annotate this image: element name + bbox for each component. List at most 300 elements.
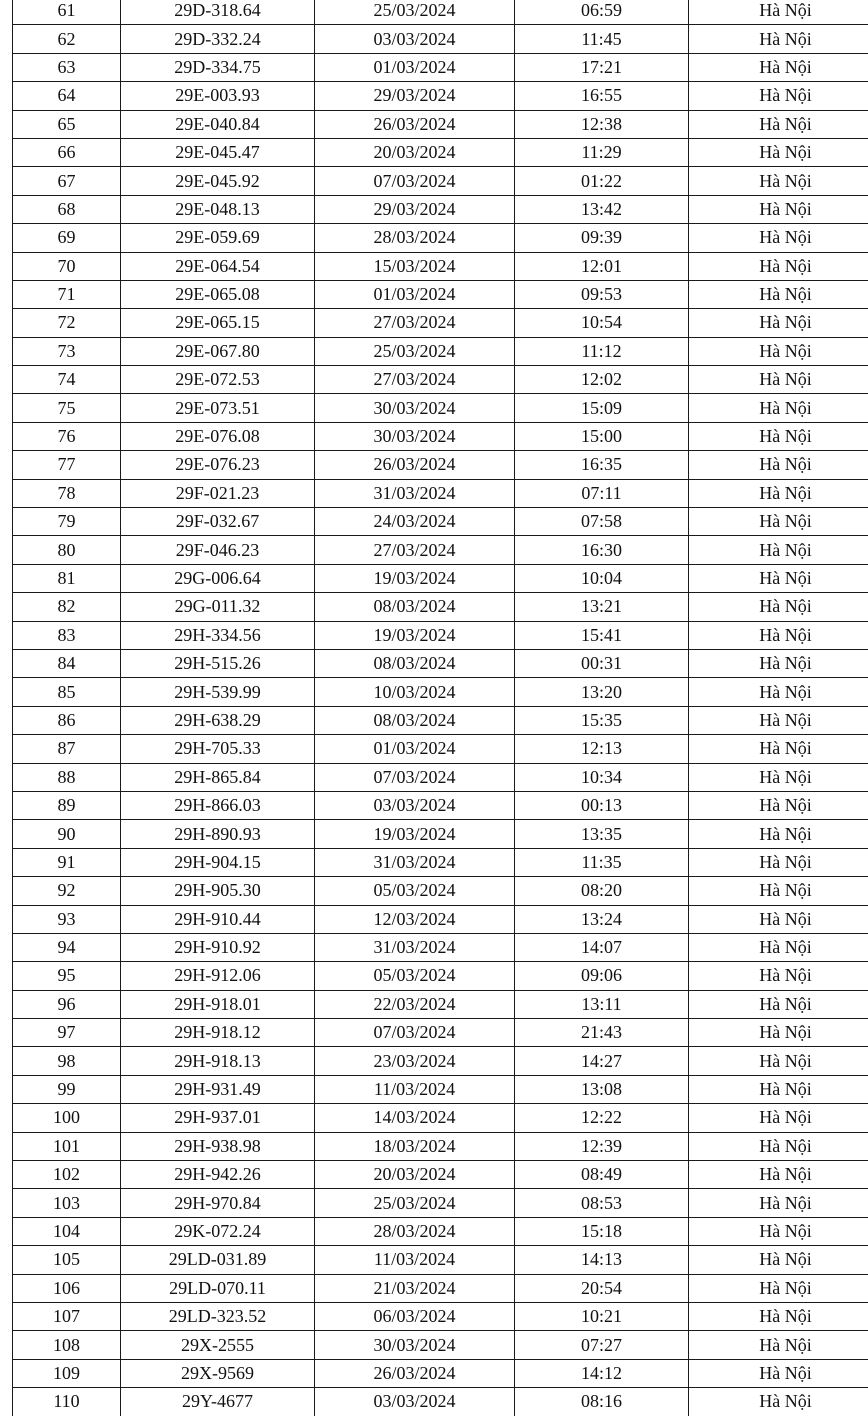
row-number-cell: 77: [13, 451, 121, 479]
table-row: [13, 1104, 868, 1132]
row-number-cell: 109: [13, 1359, 121, 1387]
row-number-cell: 72: [13, 309, 121, 337]
location-cell: Hà Nội: [689, 820, 868, 848]
table-row: [13, 451, 868, 479]
violation-date-cell: 07/03/2024: [315, 1019, 515, 1047]
table-row: [13, 479, 868, 507]
location-cell: Hà Nội: [689, 337, 868, 365]
license-plate-cell: 29H-539.99: [121, 678, 315, 706]
table-row: [13, 508, 868, 536]
location-cell: Hà Nội: [689, 1161, 868, 1189]
row-number-cell: 64: [13, 82, 121, 110]
row-number-cell: 102: [13, 1161, 121, 1189]
row-number-cell: 103: [13, 1189, 121, 1217]
violation-date-cell: 18/03/2024: [315, 1132, 515, 1160]
location-cell: Hà Nội: [689, 735, 868, 763]
violation-time-cell: 09:06: [515, 962, 689, 990]
violation-date-cell: 20/03/2024: [315, 1161, 515, 1189]
violation-date-cell: 08/03/2024: [315, 593, 515, 621]
location-cell: Hà Nội: [689, 621, 868, 649]
row-number-cell: 97: [13, 1019, 121, 1047]
location-cell: Hà Nội: [689, 280, 868, 308]
violation-time-cell: 13:11: [515, 990, 689, 1018]
violation-time-cell: 08:20: [515, 877, 689, 905]
violation-date-cell: 25/03/2024: [315, 0, 515, 25]
row-number-cell: 71: [13, 280, 121, 308]
license-plate-cell: 29H-904.15: [121, 848, 315, 876]
violation-time-cell: 09:39: [515, 224, 689, 252]
violation-time-cell: 11:45: [515, 25, 689, 53]
table-row: [13, 422, 868, 450]
violation-date-cell: 22/03/2024: [315, 990, 515, 1018]
table-row: [13, 678, 868, 706]
license-plate-cell: 29E-076.08: [121, 422, 315, 450]
location-cell: Hà Nội: [689, 990, 868, 1018]
violation-time-cell: 21:43: [515, 1019, 689, 1047]
table-row: [13, 195, 868, 223]
row-number-cell: 104: [13, 1217, 121, 1245]
violation-date-cell: 03/03/2024: [315, 791, 515, 819]
violation-time-cell: 11:35: [515, 848, 689, 876]
violation-date-cell: 24/03/2024: [315, 508, 515, 536]
violation-date-cell: 27/03/2024: [315, 536, 515, 564]
violation-time-cell: 13:35: [515, 820, 689, 848]
location-cell: Hà Nội: [689, 649, 868, 677]
violation-date-cell: 03/03/2024: [315, 25, 515, 53]
location-cell: Hà Nội: [689, 195, 868, 223]
license-plate-cell: 29E-045.47: [121, 138, 315, 166]
location-cell: Hà Nội: [689, 564, 868, 592]
license-plate-cell: 29E-059.69: [121, 224, 315, 252]
row-number-cell: 67: [13, 167, 121, 195]
license-plate-cell: 29H-705.33: [121, 735, 315, 763]
violation-date-cell: 26/03/2024: [315, 1359, 515, 1387]
violation-time-cell: 13:08: [515, 1075, 689, 1103]
location-cell: Hà Nội: [689, 1132, 868, 1160]
table-row: [13, 877, 868, 905]
row-number-cell: 75: [13, 394, 121, 422]
license-plate-cell: 29H-912.06: [121, 962, 315, 990]
violation-date-cell: 27/03/2024: [315, 309, 515, 337]
row-number-cell: 98: [13, 1047, 121, 1075]
location-cell: Hà Nội: [689, 536, 868, 564]
row-number-cell: 90: [13, 820, 121, 848]
location-cell: Hà Nội: [689, 877, 868, 905]
location-cell: Hà Nội: [689, 962, 868, 990]
table-row: [13, 820, 868, 848]
violation-date-cell: 14/03/2024: [315, 1104, 515, 1132]
license-plate-cell: 29D-318.64: [121, 0, 315, 25]
row-number-cell: 84: [13, 649, 121, 677]
violation-date-cell: 07/03/2024: [315, 167, 515, 195]
violation-time-cell: 12:39: [515, 1132, 689, 1160]
table-row: [13, 933, 868, 961]
violation-date-cell: 26/03/2024: [315, 110, 515, 138]
row-number-cell: 79: [13, 508, 121, 536]
location-cell: Hà Nội: [689, 422, 868, 450]
violation-time-cell: 00:31: [515, 649, 689, 677]
violation-time-cell: 10:21: [515, 1302, 689, 1330]
location-cell: Hà Nội: [689, 479, 868, 507]
violation-date-cell: 30/03/2024: [315, 394, 515, 422]
table-row: [13, 1359, 868, 1387]
license-plate-cell: 29H-910.44: [121, 905, 315, 933]
location-cell: Hà Nội: [689, 224, 868, 252]
row-number-cell: 65: [13, 110, 121, 138]
location-cell: Hà Nội: [689, 252, 868, 280]
license-plate-cell: 29K-072.24: [121, 1217, 315, 1245]
violation-date-cell: 26/03/2024: [315, 451, 515, 479]
violation-date-cell: 31/03/2024: [315, 933, 515, 961]
violation-time-cell: 08:16: [515, 1388, 689, 1416]
location-cell: Hà Nội: [689, 366, 868, 394]
violation-time-cell: 08:49: [515, 1161, 689, 1189]
license-plate-cell: 29H-905.30: [121, 877, 315, 905]
row-number-cell: 87: [13, 735, 121, 763]
location-cell: Hà Nội: [689, 848, 868, 876]
row-number-cell: 93: [13, 905, 121, 933]
table-row: [13, 366, 868, 394]
table-row: [13, 309, 868, 337]
location-cell: Hà Nội: [689, 1302, 868, 1330]
violation-time-cell: 20:54: [515, 1274, 689, 1302]
row-number-cell: 83: [13, 621, 121, 649]
violation-date-cell: 19/03/2024: [315, 564, 515, 592]
table-row: [13, 0, 868, 25]
violation-time-cell: 13:21: [515, 593, 689, 621]
violation-date-cell: 25/03/2024: [315, 337, 515, 365]
location-cell: Hà Nội: [689, 905, 868, 933]
table-row: [13, 1075, 868, 1103]
violation-time-cell: 15:35: [515, 706, 689, 734]
license-plate-cell: 29H-970.84: [121, 1189, 315, 1217]
license-plate-cell: 29E-003.93: [121, 82, 315, 110]
table-row: [13, 1161, 868, 1189]
row-number-cell: 70: [13, 252, 121, 280]
violation-time-cell: 17:21: [515, 53, 689, 81]
license-plate-cell: 29X-9569: [121, 1359, 315, 1387]
violation-date-cell: 21/03/2024: [315, 1274, 515, 1302]
license-plate-cell: 29H-866.03: [121, 791, 315, 819]
table-row: [13, 593, 868, 621]
violation-time-cell: 16:30: [515, 536, 689, 564]
table-row: [13, 394, 868, 422]
table-row: [13, 1302, 868, 1330]
violation-time-cell: 11:12: [515, 337, 689, 365]
violation-date-cell: 08/03/2024: [315, 706, 515, 734]
location-cell: Hà Nội: [689, 593, 868, 621]
table-row: [13, 1388, 868, 1416]
row-number-cell: 99: [13, 1075, 121, 1103]
violation-time-cell: 15:18: [515, 1217, 689, 1245]
violation-time-cell: 15:41: [515, 621, 689, 649]
violation-time-cell: 07:11: [515, 479, 689, 507]
table-row: [13, 962, 868, 990]
violation-date-cell: 11/03/2024: [315, 1246, 515, 1274]
violation-table: [12, 0, 868, 1416]
table-row: [13, 848, 868, 876]
location-cell: Hà Nội: [689, 1189, 868, 1217]
location-cell: Hà Nội: [689, 1075, 868, 1103]
location-cell: Hà Nội: [689, 309, 868, 337]
row-number-cell: 96: [13, 990, 121, 1018]
row-number-cell: 69: [13, 224, 121, 252]
row-number-cell: 100: [13, 1104, 121, 1132]
row-number-cell: 62: [13, 25, 121, 53]
violation-time-cell: 08:53: [515, 1189, 689, 1217]
violation-date-cell: 08/03/2024: [315, 649, 515, 677]
location-cell: Hà Nội: [689, 394, 868, 422]
license-plate-cell: 29H-334.56: [121, 621, 315, 649]
row-number-cell: 88: [13, 763, 121, 791]
violation-time-cell: 14:27: [515, 1047, 689, 1075]
violation-date-cell: 20/03/2024: [315, 138, 515, 166]
violation-date-cell: 01/03/2024: [315, 280, 515, 308]
license-plate-cell: 29G-011.32: [121, 593, 315, 621]
violation-date-cell: 30/03/2024: [315, 1331, 515, 1359]
license-plate-cell: 29F-046.23: [121, 536, 315, 564]
row-number-cell: 68: [13, 195, 121, 223]
violation-time-cell: 07:27: [515, 1331, 689, 1359]
location-cell: Hà Nội: [689, 53, 868, 81]
location-cell: Hà Nội: [689, 110, 868, 138]
violation-date-cell: 23/03/2024: [315, 1047, 515, 1075]
violation-date-cell: 11/03/2024: [315, 1075, 515, 1103]
table-row: [13, 990, 868, 1018]
violation-date-cell: 28/03/2024: [315, 1217, 515, 1245]
license-plate-cell: 29Y-4677: [121, 1388, 315, 1416]
location-cell: Hà Nội: [689, 763, 868, 791]
violation-time-cell: 14:07: [515, 933, 689, 961]
row-number-cell: 94: [13, 933, 121, 961]
license-plate-cell: 29F-032.67: [121, 508, 315, 536]
table-row: [13, 252, 868, 280]
table-row: [13, 1274, 868, 1302]
violation-time-cell: 12:38: [515, 110, 689, 138]
row-number-cell: 101: [13, 1132, 121, 1160]
table-row: [13, 735, 868, 763]
location-cell: Hà Nội: [689, 1388, 868, 1416]
row-number-cell: 76: [13, 422, 121, 450]
table-row: [13, 905, 868, 933]
license-plate-cell: 29H-918.12: [121, 1019, 315, 1047]
violation-date-cell: 10/03/2024: [315, 678, 515, 706]
violation-date-cell: 19/03/2024: [315, 621, 515, 649]
location-cell: Hà Nội: [689, 82, 868, 110]
violation-time-cell: 10:04: [515, 564, 689, 592]
location-cell: Hà Nội: [689, 1274, 868, 1302]
table-row: [13, 53, 868, 81]
license-plate-cell: 29E-072.53: [121, 366, 315, 394]
license-plate-cell: 29E-073.51: [121, 394, 315, 422]
violation-time-cell: 01:22: [515, 167, 689, 195]
row-number-cell: 95: [13, 962, 121, 990]
violation-date-cell: 31/03/2024: [315, 479, 515, 507]
license-plate-cell: 29E-040.84: [121, 110, 315, 138]
violation-time-cell: 16:55: [515, 82, 689, 110]
location-cell: Hà Nội: [689, 1359, 868, 1387]
violation-time-cell: 16:35: [515, 451, 689, 479]
row-number-cell: 66: [13, 138, 121, 166]
violation-date-cell: 01/03/2024: [315, 53, 515, 81]
violation-date-cell: 25/03/2024: [315, 1189, 515, 1217]
location-cell: Hà Nội: [689, 25, 868, 53]
violation-time-cell: 09:53: [515, 280, 689, 308]
table-row: [13, 621, 868, 649]
license-plate-cell: 29F-021.23: [121, 479, 315, 507]
license-plate-cell: 29H-931.49: [121, 1075, 315, 1103]
license-plate-cell: 29H-865.84: [121, 763, 315, 791]
location-cell: Hà Nội: [689, 451, 868, 479]
violation-time-cell: 15:09: [515, 394, 689, 422]
row-number-cell: 108: [13, 1331, 121, 1359]
violation-date-cell: 28/03/2024: [315, 224, 515, 252]
row-number-cell: 81: [13, 564, 121, 592]
violation-table-body: [13, 0, 868, 1416]
location-cell: Hà Nội: [689, 1104, 868, 1132]
location-cell: Hà Nội: [689, 167, 868, 195]
row-number-cell: 82: [13, 593, 121, 621]
license-plate-cell: 29G-006.64: [121, 564, 315, 592]
license-plate-cell: 29E-045.92: [121, 167, 315, 195]
license-plate-cell: 29D-332.24: [121, 25, 315, 53]
license-plate-cell: 29E-065.08: [121, 280, 315, 308]
violation-date-cell: 12/03/2024: [315, 905, 515, 933]
table-row: [13, 167, 868, 195]
table-row: [13, 1246, 868, 1274]
violation-date-cell: 15/03/2024: [315, 252, 515, 280]
location-cell: Hà Nội: [689, 1217, 868, 1245]
violation-time-cell: 13:24: [515, 905, 689, 933]
violation-time-cell: 14:13: [515, 1246, 689, 1274]
table-row: [13, 1132, 868, 1160]
row-number-cell: 78: [13, 479, 121, 507]
license-plate-cell: 29H-938.98: [121, 1132, 315, 1160]
violation-date-cell: 07/03/2024: [315, 763, 515, 791]
violation-date-cell: 31/03/2024: [315, 848, 515, 876]
row-number-cell: 105: [13, 1246, 121, 1274]
location-cell: Hà Nội: [689, 508, 868, 536]
violation-date-cell: 05/03/2024: [315, 877, 515, 905]
violation-time-cell: 15:00: [515, 422, 689, 450]
violation-time-cell: 12:13: [515, 735, 689, 763]
license-plate-cell: 29E-065.15: [121, 309, 315, 337]
location-cell: Hà Nội: [689, 138, 868, 166]
row-number-cell: 63: [13, 53, 121, 81]
table-row: [13, 536, 868, 564]
license-plate-cell: 29E-048.13: [121, 195, 315, 223]
license-plate-cell: 29H-918.01: [121, 990, 315, 1018]
row-number-cell: 91: [13, 848, 121, 876]
table-row: [13, 280, 868, 308]
license-plate-cell: 29LD-070.11: [121, 1274, 315, 1302]
license-plate-cell: 29LD-031.89: [121, 1246, 315, 1274]
violation-time-cell: 00:13: [515, 791, 689, 819]
row-number-cell: 80: [13, 536, 121, 564]
table-row: [13, 224, 868, 252]
violation-time-cell: 06:59: [515, 0, 689, 25]
table-row: [13, 791, 868, 819]
location-cell: Hà Nội: [689, 0, 868, 25]
violation-time-cell: 13:20: [515, 678, 689, 706]
table-row: [13, 25, 868, 53]
table-row: [13, 706, 868, 734]
violation-date-cell: 19/03/2024: [315, 820, 515, 848]
row-number-cell: 89: [13, 791, 121, 819]
location-cell: Hà Nội: [689, 1331, 868, 1359]
violation-time-cell: 10:34: [515, 763, 689, 791]
license-plate-cell: 29H-937.01: [121, 1104, 315, 1132]
license-plate-cell: 29H-515.26: [121, 649, 315, 677]
license-plate-cell: 29H-638.29: [121, 706, 315, 734]
row-number-cell: 107: [13, 1302, 121, 1330]
row-number-cell: 110: [13, 1388, 121, 1416]
license-plate-cell: 29E-076.23: [121, 451, 315, 479]
row-number-cell: 86: [13, 706, 121, 734]
row-number-cell: 92: [13, 877, 121, 905]
table-row: [13, 138, 868, 166]
row-number-cell: 106: [13, 1274, 121, 1302]
violation-time-cell: 10:54: [515, 309, 689, 337]
table-row: [13, 1217, 868, 1245]
location-cell: Hà Nội: [689, 1019, 868, 1047]
location-cell: Hà Nội: [689, 1047, 868, 1075]
location-cell: Hà Nội: [689, 791, 868, 819]
license-plate-cell: 29E-064.54: [121, 252, 315, 280]
violation-date-cell: 06/03/2024: [315, 1302, 515, 1330]
violation-time-cell: 12:02: [515, 366, 689, 394]
violation-time-cell: 14:12: [515, 1359, 689, 1387]
table-row: [13, 1047, 868, 1075]
violation-time-cell: 07:58: [515, 508, 689, 536]
row-number-cell: 73: [13, 337, 121, 365]
violation-date-cell: 27/03/2024: [315, 366, 515, 394]
license-plate-cell: 29H-890.93: [121, 820, 315, 848]
table-row: [13, 1019, 868, 1047]
table-row: [13, 1331, 868, 1359]
violation-date-cell: 03/03/2024: [315, 1388, 515, 1416]
violation-time-cell: 12:22: [515, 1104, 689, 1132]
table-row: [13, 82, 868, 110]
row-number-cell: 74: [13, 366, 121, 394]
table-row: [13, 564, 868, 592]
license-plate-cell: 29H-910.92: [121, 933, 315, 961]
table-row: [13, 763, 868, 791]
location-cell: Hà Nội: [689, 706, 868, 734]
violation-date-cell: 05/03/2024: [315, 962, 515, 990]
violation-date-cell: 29/03/2024: [315, 82, 515, 110]
table-row: [13, 110, 868, 138]
row-number-cell: 61: [13, 0, 121, 25]
violation-time-cell: 12:01: [515, 252, 689, 280]
violation-date-cell: 30/03/2024: [315, 422, 515, 450]
license-plate-cell: 29LD-323.52: [121, 1302, 315, 1330]
violation-date-cell: 01/03/2024: [315, 735, 515, 763]
row-number-cell: 85: [13, 678, 121, 706]
license-plate-cell: 29H-918.13: [121, 1047, 315, 1075]
location-cell: Hà Nội: [689, 933, 868, 961]
license-plate-cell: 29X-2555: [121, 1331, 315, 1359]
license-plate-cell: 29D-334.75: [121, 53, 315, 81]
license-plate-cell: 29H-942.26: [121, 1161, 315, 1189]
violation-date-cell: 29/03/2024: [315, 195, 515, 223]
violation-time-cell: 11:29: [515, 138, 689, 166]
location-cell: Hà Nội: [689, 678, 868, 706]
violation-time-cell: 13:42: [515, 195, 689, 223]
table-row: [13, 1189, 868, 1217]
table-row: [13, 337, 868, 365]
license-plate-cell: 29E-067.80: [121, 337, 315, 365]
